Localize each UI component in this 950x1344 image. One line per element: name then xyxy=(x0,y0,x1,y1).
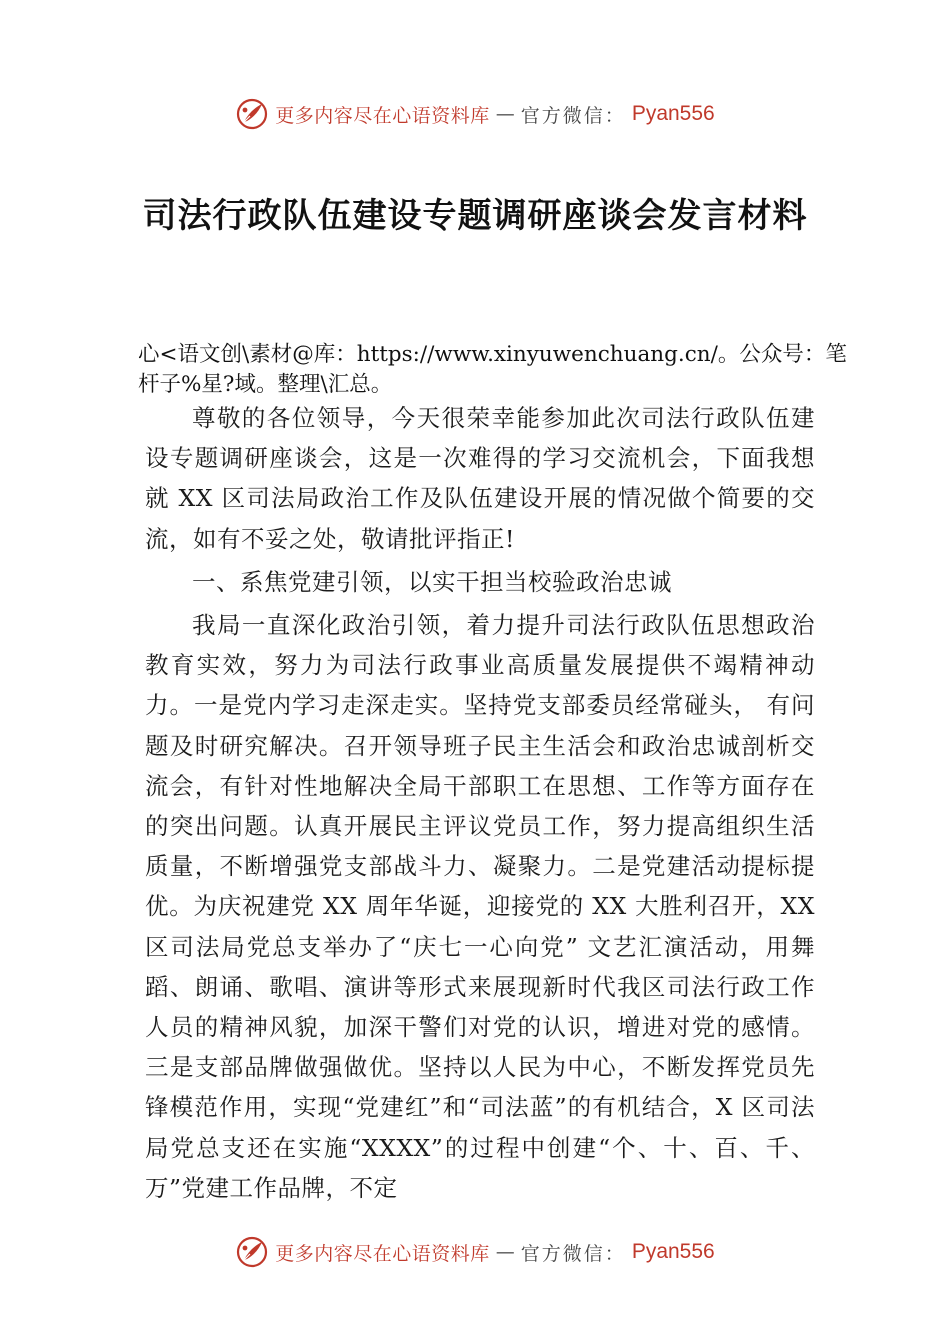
quill-pen-logo-icon xyxy=(235,1235,269,1269)
watermark-text: 更多内容尽在心语资料库 xyxy=(275,104,490,127)
watermark-wechat-id: Pyan556 xyxy=(631,102,715,125)
watermark-wechat-label: 官方微信： xyxy=(520,1242,626,1265)
watermark-text: 更多内容尽在心语资料库 xyxy=(275,1242,490,1265)
footer-watermark xyxy=(0,1232,950,1272)
watermark-dash: — xyxy=(495,1241,515,1263)
paragraph-intro: 尊敬的各位领导，今天很荣幸能参加此次司法行政队伍建设专题调研座谈会，这是一次难得的学习交流机会，下面我想就 XX 区司法局政治工作及队伍建设开展的情况做个简要的交流，如有不妥之处，敬请批评指正! xyxy=(145,404,815,553)
quill-pen-logo-icon xyxy=(235,97,269,131)
watermark-wechat-label: 官方微信： xyxy=(520,104,626,127)
header-watermark xyxy=(0,94,950,134)
source-line: 心<语文创\素材@库：https://www.xinyuwenchuang.cn/。公众号：笔杆子%星?域。整理\汇总。 xyxy=(138,342,847,397)
document-body xyxy=(145,398,815,1211)
watermark-wechat-id: Pyan556 xyxy=(631,1240,715,1263)
document-title: 司法行政队伍建设专题调研座谈会发言材料 xyxy=(142,196,808,236)
paragraph-body: 我局一直深化政治引领，着力提升司法行政队伍思想政治教育实效，努力为司法行政事业高质量发展提供不竭精神动力。一是党内学习走深走实。坚持党支部委员经常碰头， 有问题及时研究解决。召开领导班子民主生活会和政治忠诚剖析交流会，有针对性地解决全局干部职工在思想、工作等方面存在的突出问题。认真开展民主评议党员工作，努力提高组织生活质量，不断增强党支部战斗力、凝聚力。二是党建活动提标提优。为庆祝建党 XX 周年华诞，迎接党的 XX 大胜利召开，XX 区司法局党总支举办了“庆七一心向党” 文艺汇演活动，用舞蹈、朗诵、歌唱、演讲等形式来展现新时代我区司法行政工作人员的精神风貌，加深干警们对党的认识，增进对党的感情。三是支部品牌做强做优。坚持以人民为中心，不断发挥党员先锋模范作用，实现“党建红”和“司法蓝”的有机结合，X 区司法局党总支还在实施“XXXX”的过程中创建“个、十、百、千、万”党建工作品牌，不定 xyxy=(145,611,815,1202)
section-heading: 一、系焦党建引领，以实干担当校验政治忠诚 xyxy=(192,567,672,596)
watermark-dash: — xyxy=(495,103,515,125)
